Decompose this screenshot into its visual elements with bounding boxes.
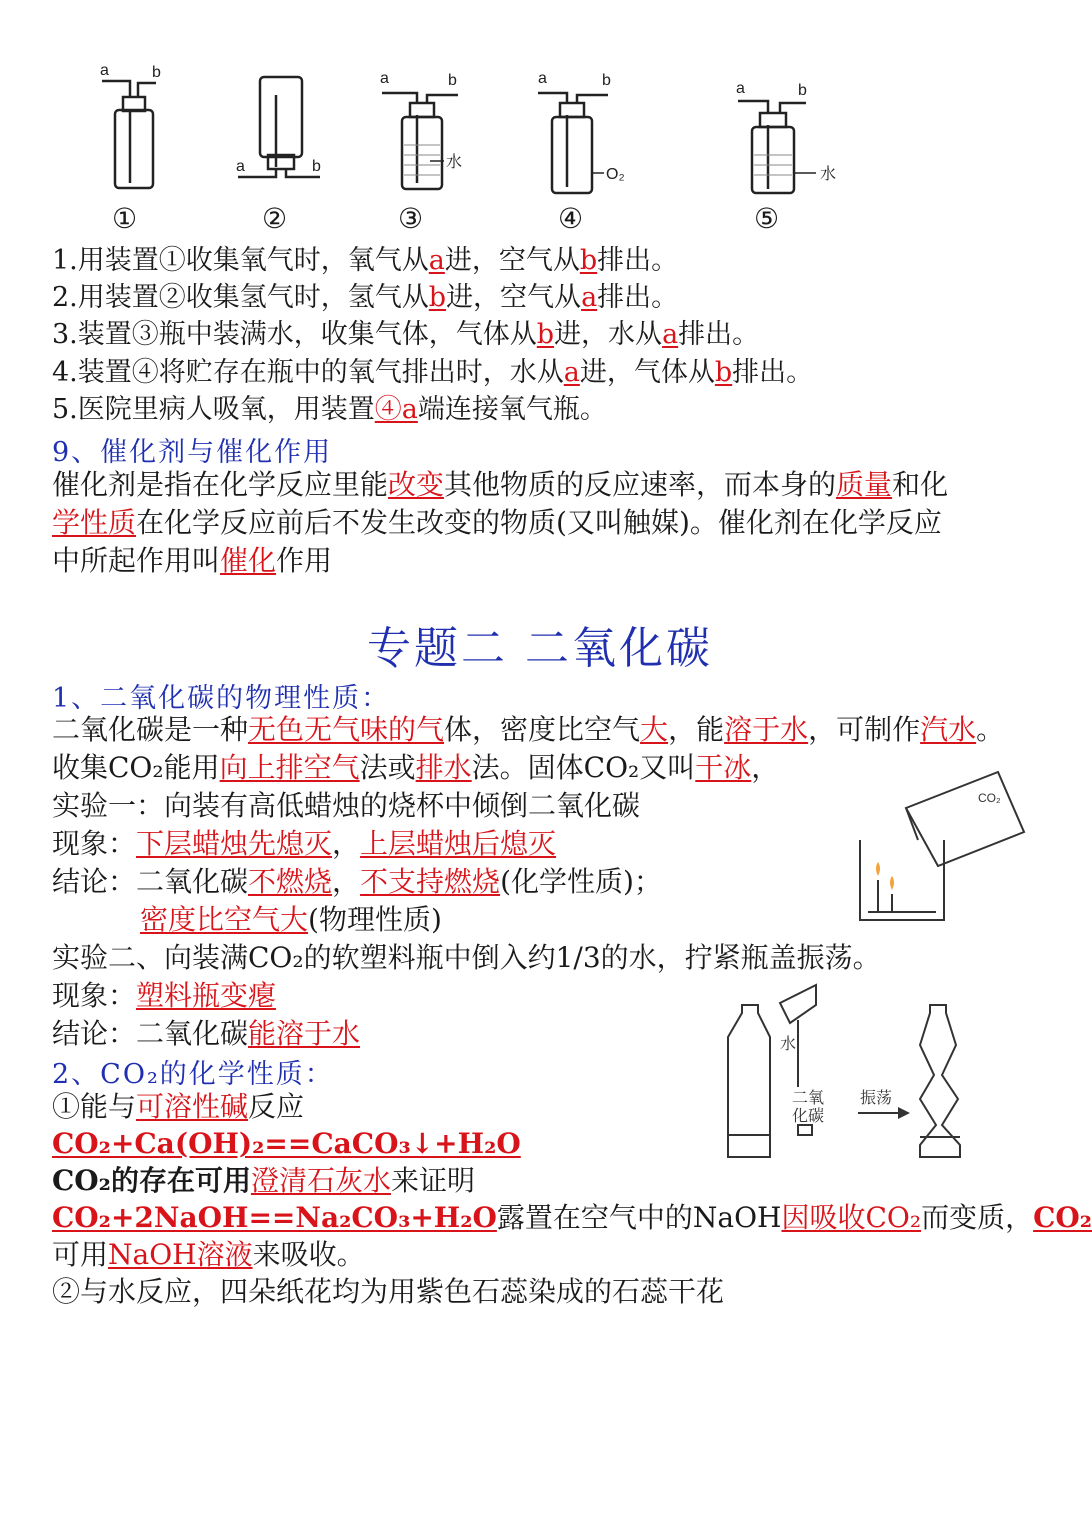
label-a: a: [538, 70, 547, 87]
co2-label-line-2: 化碳: [792, 1106, 825, 1125]
note-line-3: 3.装置③瓶中装满水，收集气体，气体从b进，水从a排出。: [52, 319, 760, 350]
chem-line-3: CO₂的存在可用澄清石灰水来证明: [52, 1164, 475, 1197]
label-a: a: [736, 80, 745, 97]
section-1-heading: 1、二氧化碳的物理性质：: [52, 683, 391, 714]
water-label: 水: [780, 1034, 797, 1053]
label-o2: O₂: [606, 166, 625, 183]
note-line-2: 2.用装置②收集氢气时，氢气从b进，空气从a排出。: [52, 282, 679, 313]
catalyst-line-2: 学性质在化学反应前后不发生改变的物质(又叫触媒)。催化剂在化学反应: [52, 506, 942, 539]
experiment-1: 实验一：向装有高低蜡烛的烧杯中倾倒二氧化碳: [52, 789, 641, 822]
page-title: 专题二 二氧化碳: [367, 623, 713, 674]
section-9-heading: 9、催化剂与催化作用: [52, 437, 333, 468]
shake-label: 振荡: [860, 1088, 893, 1107]
experiment-1-conclusion-2: 密度比空气大(物理性质): [140, 903, 442, 936]
label-b: b: [448, 72, 457, 89]
apparatus-number: ③: [398, 202, 424, 235]
experiment-1-phenomenon: 现象：下层蜡烛先熄灭，上层蜡烛后熄灭: [52, 827, 557, 860]
co2-label-line-1: 二氧: [792, 1088, 825, 1107]
chem-line-5: 可用NaOH溶液来吸收。: [52, 1238, 365, 1271]
section-2-heading: 2、CO₂的化学性质：: [52, 1059, 334, 1090]
label-b: b: [602, 72, 611, 89]
apparatus-number: ②: [262, 202, 288, 235]
note-line-5: 5.医院里病人吸氧，用装置④a端连接氧气瓶。: [52, 394, 607, 425]
label-water: 水: [820, 166, 837, 183]
chem-line-1: ①能与可溶性碱反应: [52, 1090, 305, 1123]
physical-line-2: 收集CO₂能用向上排空气法或排水法。固体CO₂又叫干冰，: [52, 751, 780, 784]
apparatus-number: ⑤: [754, 202, 780, 235]
label-a: a: [236, 158, 245, 175]
gas-bottle-apparatus-figure: [90, 55, 870, 205]
experiment-1-conclusion: 结论：二氧化碳不燃烧，不支持燃烧(化学性质)；: [52, 865, 662, 898]
chem-line-4: CO₂+2NaOH==Na₂CO₃+H₂O露置在空气中的NaOH因吸收CO₂而变质，CO₂: [52, 1201, 1092, 1234]
pouring-co2-beaker-figure: [848, 770, 1028, 930]
label-water: 水: [446, 154, 463, 171]
experiment-2-phenomenon: 现象：塑料瓶变瘪: [52, 979, 277, 1012]
apparatus-number: ④: [558, 202, 584, 235]
apparatus-number: ①: [112, 202, 138, 235]
note-line-1: 1.用装置①收集氧气时，氧气从a进，空气从b排出。: [52, 245, 679, 276]
experiment-2-conclusion: 结论：二氧化碳能溶于水: [52, 1017, 361, 1050]
note-line-4: 4.装置④将贮存在瓶中的氧气排出时，水从a进，气体从b排出。: [52, 357, 814, 388]
catalyst-line-3: 中所起作用叫催化作用: [52, 544, 333, 577]
catalyst-line-1: 催化剂是指在化学反应里能改变其他物质的反应速率，而本身的质量和化: [52, 468, 949, 501]
label-a: a: [100, 62, 109, 79]
chem-line-6: ②与水反应，四朵纸花均为用紫色石蕊染成的石蕊干花: [52, 1275, 725, 1308]
label-b: b: [798, 82, 807, 99]
physical-line-1: 二氧化碳是一种无色无气味的气体，密度比空气大，能溶于水，可制作汽水。: [52, 713, 1005, 746]
label-a: a: [380, 70, 389, 87]
label-b: b: [312, 158, 321, 175]
equation-1: CO₂+Ca(OH)₂==CaCO₃↓+H₂O: [52, 1127, 521, 1160]
experiment-2: 实验二、向装满CO₂的软塑料瓶中倒入约1/3的水，拧紧瓶盖振荡。: [52, 941, 881, 974]
label-b: b: [152, 64, 161, 81]
plastic-bottle-figure: [720, 975, 980, 1170]
co2-label: CO₂: [978, 791, 1001, 805]
